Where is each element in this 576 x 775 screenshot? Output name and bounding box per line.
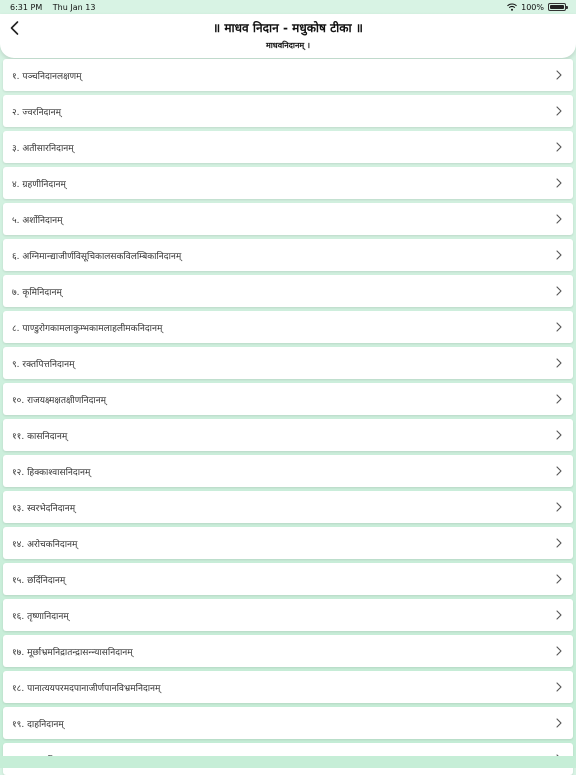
list-item[interactable] (3, 635, 573, 667)
page-title: ॥ माधव निदान - मधुकोष टीका ॥ (213, 21, 363, 35)
battery-fill (550, 5, 564, 9)
list-item-label: ५. अर्शोनिदानम् (12, 215, 63, 226)
chevron-right-icon (556, 466, 562, 476)
list-item-label: ६. अग्निमान्द्याजीर्णविसूचिकालसकविलम्बिकानिदानम् (12, 251, 182, 262)
chevron-right-icon (556, 178, 562, 188)
list-item[interactable] (3, 599, 573, 631)
chevron-right-icon (556, 322, 562, 332)
list-item[interactable] (3, 311, 573, 343)
chevron-right-icon (556, 394, 562, 404)
chevron-right-icon (556, 574, 562, 584)
chevron-right-icon (556, 538, 562, 548)
chevron-right-icon (556, 718, 562, 728)
list-item[interactable] (3, 419, 573, 451)
chevron-right-icon (556, 70, 562, 80)
list-item[interactable] (3, 275, 573, 307)
status-date: Thu Jan 13 (52, 2, 96, 12)
list-item[interactable] (3, 95, 573, 127)
list-item[interactable] (3, 167, 573, 199)
chevron-right-icon (556, 142, 562, 152)
list-item-label: १३. स्वरभेदनिदानम् (12, 503, 76, 514)
list-item[interactable] (3, 527, 573, 559)
list-item-label: १. पञ्चनिदानलक्षणम् (12, 71, 82, 82)
list-item-label: १७. मूर्छाभ्रमनिद्रातन्द्रासन्न्यासनिदानम् (12, 647, 133, 658)
list-item-label: १९. दाहनिदानम् (12, 719, 64, 730)
battery-icon (548, 3, 566, 11)
wifi-icon (507, 3, 517, 11)
list-item-label: ८. पाण्डुरोगकामलाकुम्भकामलाहलीमकनिदानम् (12, 323, 163, 334)
list-item[interactable] (3, 671, 573, 703)
status-time: 6:31 PM (10, 2, 43, 12)
list-item-label: ७. कृमिनिदानम् (12, 287, 62, 298)
list-item[interactable] (3, 383, 573, 415)
chevron-right-icon (556, 646, 562, 656)
list-item-label: ३. अतीसारनिदानम् (12, 143, 74, 154)
list-item-label: ९. रक्तपित्तनिदानम् (12, 359, 75, 370)
list-item-label: १४. अरोचकनिदानम् (12, 539, 78, 550)
list-item[interactable] (3, 131, 573, 163)
list-item[interactable] (3, 347, 573, 379)
list-item-label: ४. ग्रहणीनिदानम् (12, 179, 66, 190)
list-item-label: १६. तृष्णानिदानम् (12, 611, 69, 622)
chevron-right-icon (556, 106, 562, 116)
list-item[interactable] (3, 239, 573, 271)
list-item-label: १०. राजयक्ष्मक्षतक्षीणनिदानम् (12, 395, 107, 406)
header (0, 14, 576, 58)
list-item-label: १२. हिक्काश्वासनिदानम् (12, 467, 91, 478)
list-item-label: १८. पानात्ययपरमदपानाजीर्णपानविभ्रमनिदानम् (12, 683, 161, 694)
bottom-area (0, 756, 576, 768)
list-item-label: २. ज्वरनिदानम् (12, 107, 62, 118)
chevron-right-icon (556, 286, 562, 296)
chevron-right-icon (556, 610, 562, 620)
list-item-label: १५. छर्दिनिदानम् (12, 575, 66, 586)
battery-percent: 100% (521, 2, 544, 12)
chevron-right-icon (556, 214, 562, 224)
chevron-right-icon (556, 430, 562, 440)
status-bar (0, 0, 576, 14)
list-item[interactable] (3, 491, 573, 523)
chevron-right-icon (556, 250, 562, 260)
chevron-right-icon (556, 682, 562, 692)
status-right (507, 3, 566, 12)
list-item[interactable] (3, 455, 573, 487)
chevron-right-icon (556, 502, 562, 512)
chapter-list[interactable] (3, 58, 573, 756)
status-left (10, 3, 103, 12)
list-item[interactable] (3, 563, 573, 595)
list-item-label: ११. कासनिदानम् (12, 431, 68, 442)
list-item[interactable] (3, 707, 573, 739)
list-item[interactable] (3, 59, 573, 91)
page-subtitle: माधवनिदानम् । (265, 41, 311, 50)
chevron-right-icon (556, 358, 562, 368)
list-item[interactable] (3, 203, 573, 235)
